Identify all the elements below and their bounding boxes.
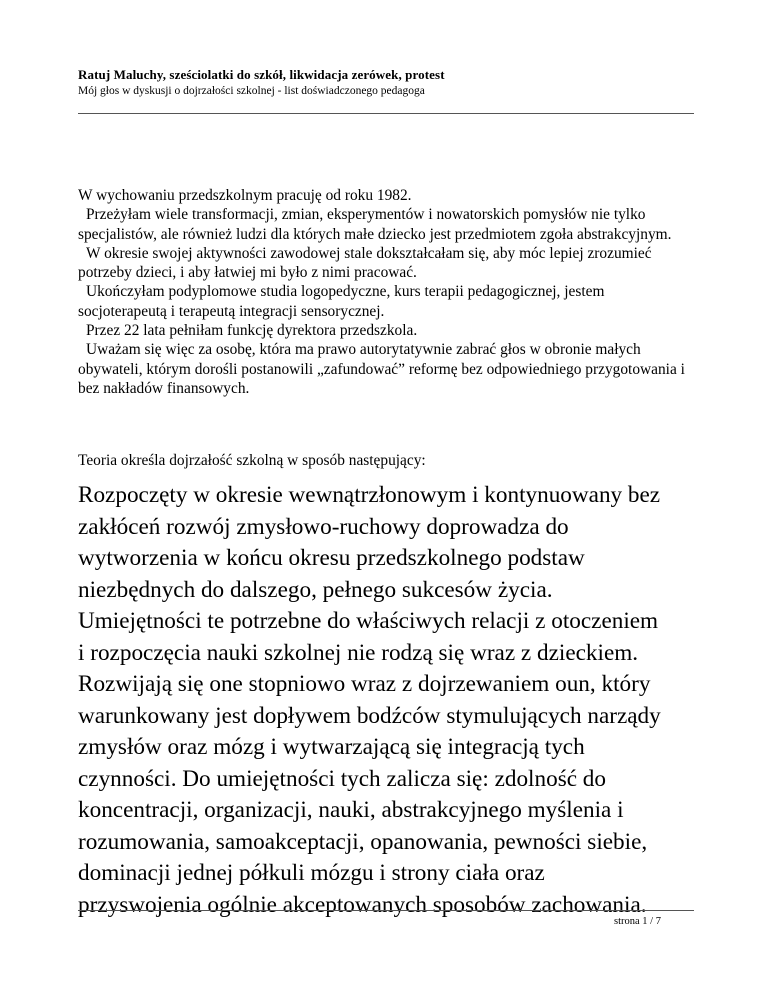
quote-line: Rozpoczęty w okresie wewnątrzłonowym i kontynuowany bez (78, 482, 661, 508)
quote-line: Rozwijają się one stopniowo wraz z dojrzewaniem oun, który (78, 671, 651, 697)
definition-quote (78, 480, 718, 921)
paragraph: Przeżyłam wiele transformacji, zmian, eksperymentów i nowatorskich pomysłów nie tylko specjalistów, ale również ludzi dla których małe dziecko jest przedmiotem zgoła abstrakcyjnym. (78, 206, 672, 243)
quote-line: przyswojenia ogólnie akceptowanych sposobów zachowania. (78, 891, 647, 918)
page-header (78, 67, 694, 98)
intro-section (78, 186, 694, 398)
paragraph: Przez 22 lata pełniłam funkcję dyrektora przedszkola. (86, 322, 418, 340)
quote-line: zakłóceń rozwój zmysłowo-ruchowy doprowadza do (78, 513, 569, 540)
theory-intro: Teoria określa dojrzałość szkolną w sposób następujący: (78, 452, 426, 469)
quote-line: czynności. Do umiejętności tych zalicza się: zdolność do (78, 765, 606, 792)
quote-line: rozumowania, samoakceptacji, opanowania, pewności siebie, (78, 828, 648, 855)
quote-line: dominacji jednej półkuli mózgu i strony ciała oraz (78, 860, 545, 886)
paragraph: Uważam się więc za osobę, która ma prawo autorytatywnie zabrać głos w obronie małych obywateli, którym dorośli postanowili „zafundować” reformę bez odpowiedniego przygotowania i bez nakładów finansowych. (78, 341, 685, 397)
quote-line: koncentracji, organizacji, nauki, abstrakcyjnego myślenia i (78, 797, 624, 823)
quote-line: warunkowany jest dopływem bodźców stymulujących narządy (78, 702, 661, 729)
quote-line: niezbędnych do dalszego, pełnego sukcesów życia. (78, 576, 553, 603)
document-subtitle: Mój głos w dyskusji o dojrzałości szkolnej - list doświadczonego pedagoga (78, 85, 425, 97)
footer-divider (78, 910, 694, 911)
quote-line: wytworzenia w końcu okresu przedszkolnego podstaw (78, 545, 585, 571)
paragraph: Ukończyłam podyplomowe studia logopedyczne, kurs terapii pedagogicznej, jestem socjoterapeutą i terapeutą integracji sensorycznej. (78, 283, 605, 320)
quote-line: Umiejętności te potrzebne do właściwych relacji z otoczeniem (78, 608, 659, 634)
document-title: Ratuj Maluchy, sześciolatki do szkół, likwidacja zerówek, protest (78, 67, 445, 82)
header-divider (78, 113, 694, 114)
quote-line: i rozpoczęcia nauki szkolnej nie rodzą się wraz z dzieckiem. (78, 639, 639, 666)
paragraph: W okresie swojej aktywności zawodowej stale dokształcałam się, aby móc lepiej zrozumieć potrzeby dzieci, i aby łatwiej mi było z nimi pracować. (78, 244, 652, 282)
page-number: strona 1 / 7 (614, 916, 661, 927)
paragraph: W wychowaniu przedszkolnym pracuję od roku 1982. (78, 187, 412, 204)
quote-line: zmysłów oraz mózg i wytwarzającą się integracją tych (78, 734, 585, 760)
